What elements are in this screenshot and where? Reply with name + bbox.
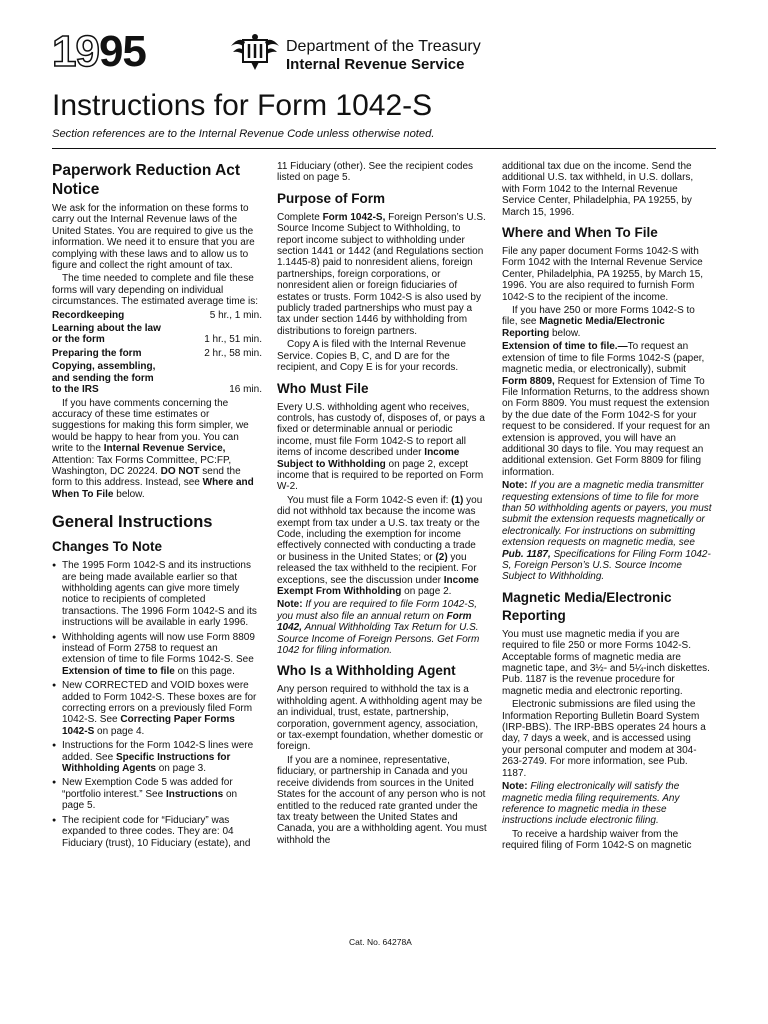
paragraph: To receive a hardship waiver from the required filing of Form 1042-S on magnetic	[502, 828, 692, 852]
paragraph: Copy A is filed with the Internal Revenue Service. Copies B, C, and D are for the recipient, and Copy E is for your records.	[277, 339, 466, 374]
agency-name: Department of the Treasury Internal Revenue Service	[286, 38, 481, 73]
bullet-item: ● New Exemption Code 5 was added for “portfolio interest.” See Instructions on page 5.	[52, 777, 262, 811]
form-year: 1995	[52, 27, 146, 76]
paragraph: You must file a Form 1042-S even if: (1) you did not withhold tax because the income was exempt from tax under a U.S. tax treaty or the Code, including the exemption for income effectively connected with conducting a trade or business in the United States; or (2) you released the tax withheld to the recipient. For exceptions, see the discussion under Income Exempt From Withholding on page 2.	[277, 494, 483, 597]
note: Note: If you are required to file Form 1042-S, you must also file an annual return on Form 1042, Annual Withholding Tax Return for U.S. Source Income of Foreign Persons. Get Form 1042 for filing information.	[277, 599, 480, 657]
time-row: Copying, assembling, and sending the form to the IRS 16 min.	[52, 361, 262, 396]
paragraph: File any paper document Forms 1042-S with Form 1042 with the Internal Revenue Service Center, Philadelphia, PA 19255, by March 15, 1996. You are also required to furnish Form 1042-S to the recipient of the income.	[502, 246, 704, 303]
paragraph: If you have comments concerning the accuracy of these time estimates or suggestions for making this form simpler, we would be happy to hear from you. You can write to the Internal Revenue Service, Attention: Tax Forms Committee, PC:FP, Washington, DC 20224. DO NOT send the form to this address. Instead, see Where and When To File below.	[52, 397, 254, 500]
paragraph: 11 Fiduciary (other). See the recipient codes listed on page 5.	[277, 161, 474, 184]
column-2	[277, 161, 487, 848]
paragraph: additional tax due on the income. Send the additional U.S. tax withheld, in U.S. dollars, with Form 1042 to the Internal Revenue Service Center, Philadelphia, PA 19255, by March 15, 1996.	[502, 161, 694, 218]
time-row: Learning about the law or the form 1 hr., 51 min.	[52, 323, 262, 346]
time-row: Recordkeeping 5 hr., 1 min.	[52, 309, 262, 321]
bullet-item: ● The 1995 Form 1042-S and its instructions are being made available earlier so that withholding agents can give more timely notice to recipients of completed transactions. The 1996 Form 1042-S and its instructions will be available in early 1996.	[52, 560, 262, 628]
page-title: Instructions for Form 1042-S	[52, 89, 433, 122]
bullet-item: ● Withholding agents will now use Form 8809 instead of Form 2758 to request an extension of time to file Forms 1042-S. See Extension of time to file on this page.	[52, 632, 262, 678]
column-3	[502, 161, 712, 854]
bullet-item: ● Instructions for the Form 1042-S lines were added. See Specific Instructions for Withholding Agents on page 3.	[52, 740, 262, 774]
section-heading-paperwork: Paperwork Reduction Act Notice	[52, 162, 241, 198]
catalog-number: Cat. No. 64278A	[349, 937, 412, 947]
paragraph: Complete Form 1042-S, Foreign Person’s U.S. Source Income Subject to Withholding, to report income subject to withholding under section 1441 or 1442 (and Regulations section 1.1445-8) paid to nonresident aliens, foreign partnerships, foreign corporations, or nonresident alien or foreign fiduciaries of estates or trusts. Form 1042-S is also used by publicly traded partnerships who must pay a tax under section 1446 by withholding from distributions to foreign partners.	[277, 211, 486, 337]
paragraph: Every U.S. withholding agent who receives, controls, has custody of, disposes of, or pays a fixed or determinable annual or periodic income, must file Form 1042-S to report all items of income described under Income Subject to Withholding on page 2, except income that is required to be reported on Form W-2.	[277, 401, 485, 493]
section-heading-general-instructions: General Instructions	[52, 513, 213, 532]
time-row: Preparing the form 2 hr., 58 min.	[52, 347, 262, 359]
section-heading-purpose: Purpose of Form	[277, 190, 386, 206]
irs-eagle-logo-icon	[229, 32, 281, 72]
page-subtitle: Section references are to the Internal Revenue Code unless otherwise noted.	[52, 128, 435, 140]
section-heading-withholding-agent: Who Is a Withholding Agent	[277, 663, 456, 679]
paragraph: If you have 250 or more Forms 1042-S to file, see Magnetic Media/Electronic Reporting below.	[502, 305, 695, 339]
paragraph: If you are a nominee, representative, fiduciary, or partnership in Canada and you receive dividends from sources in the United States for the account of any person who is not entitled to the reduced rate granted under the tax treaty between the United States and Canada, you are a withholding agent. You must withhold the	[277, 754, 487, 846]
document-header	[52, 28, 732, 76]
paragraph: The time needed to complete and file these forms will vary depending on individual circumstances. The estimated average time is:	[52, 273, 259, 308]
header-divider	[52, 148, 716, 149]
paragraph: Electronic submissions are filed using the Information Reporting Bulletin Board System (IRP-BBS). The IRP-BBS operates 24 hours a day, 7 days a week, and is accessed using your personal computer and modem at 304-263-2749. For more information, see Pub. 1187.	[502, 699, 706, 779]
bullet-item: ● New CORRECTED and VOID boxes were added to Form 1042-S. These boxes are for correcting errors on a previously filed Form 1042-S. See Correcting Paper Forms 1042-S on page 4.	[52, 680, 262, 737]
paragraph: We ask for the information on these forms to carry out the Internal Revenue laws of the United States. You are required to give us the information. We need it to ensure that you are complying with these laws and to allow us to figure and collect the right amount of tax.	[52, 203, 255, 272]
paragraph: You must use magnetic media if you are required to file 250 or more Forms 1042-S. Acceptable forms of magnetic media are magnetic tape, and 3½- and 5¼-inch diskettes. Pub. 1187 is the revenue procedure for magnetic media and electronic reporting.	[502, 628, 710, 697]
section-heading-where-when: Where and When To File	[502, 225, 658, 241]
bullet-item: ● The recipient code for “Fiduciary” was expanded to three codes. They are: 04 Fiduciary (trust), 10 Fiduciary (estate), and	[52, 815, 262, 849]
paragraph: Extension of time to file.—To request an extension of time to file Forms 1042-S (paper, magnetic media, or electronically), submit Form 8809, Request for Extension of Time To File Information Returns, to the address shown on Form 8809. You must request the extension by the due date of the Form 1042-S for your request to be considered. If your request for an extension is approved, you will have an additional 30 days to file. You may request an additional extension. Get Form 8809 for filing information.	[502, 341, 710, 478]
section-heading-changes: Changes To Note	[52, 539, 163, 555]
paragraph: Any person required to withhold the tax is a withholding agent. A withholding agent may be an individual, trust, estate, partnership, corporation, government agency, association, or tax-exempt foundation, whether domestic or foreign.	[277, 684, 484, 753]
section-heading-who-must-file: Who Must File	[277, 380, 369, 396]
note: Note: If you are a magnetic media transmitter requesting extensions of time to file for more than 50 withholding agents or payers, you must submit the extension requests magnetically or electronically. For instructions on submitting extension requests on magnetic media, see Pub. 1187, Specifications for Filing Form 1042-S, Foreign Person’s U.S. Source Income Subject to Withholding.	[502, 480, 712, 583]
note: Note: Filing electronically will satisfy the magnetic media filing requirements. Any reference to magnetic media in these instructions include electronic filing.	[502, 781, 680, 827]
time-estimate-table	[52, 310, 262, 396]
section-heading-magnetic-media: Magnetic Media/Electronic Reporting	[502, 589, 672, 623]
column-1	[52, 161, 262, 851]
